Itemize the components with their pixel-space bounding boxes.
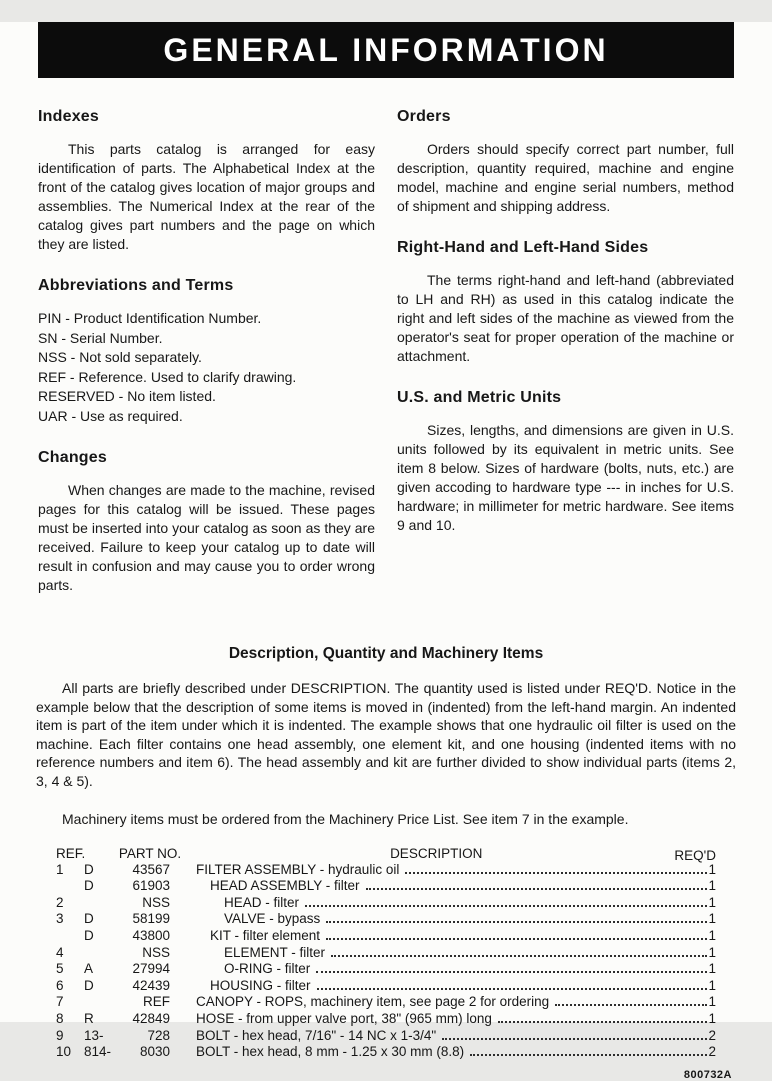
ref-cell: 6 (56, 977, 64, 993)
description-cell (196, 1028, 736, 1045)
header-ref: REF. (56, 845, 86, 861)
table-row (36, 862, 736, 879)
description-text: CANOPY - ROPS, machinery item, see page 2 for ordering (196, 994, 550, 1010)
table-row (36, 878, 736, 895)
description-cell (196, 862, 736, 879)
catalog-page (0, 22, 772, 1081)
dotted-leader (326, 921, 707, 923)
dotted-leader (498, 1021, 708, 1023)
qty-cell: 1 (708, 944, 716, 960)
form-number: 800732A (683, 1068, 732, 1081)
dotted-leader (317, 988, 708, 990)
ref-cell: 9 (56, 1027, 64, 1043)
table-row (36, 1011, 736, 1028)
section-indexes (38, 108, 375, 254)
qty-cell: 1 (708, 894, 716, 910)
qty-cell: 2 (708, 1027, 716, 1043)
machinery-note: Machinery items must be ordered from the Machinery Price List. See item 7 in the example. (62, 810, 629, 827)
dotted-leader (555, 1004, 707, 1006)
description-cell (196, 994, 736, 1011)
qty-cell: 1 (708, 1010, 716, 1026)
part-number-cell: NSS (142, 894, 170, 910)
description-cell (196, 1011, 736, 1028)
part-number-cell: 728 (147, 1027, 170, 1043)
description-text: HOUSING - filter (210, 977, 311, 993)
table-row (36, 961, 736, 978)
table-row (36, 1028, 736, 1045)
qty-cell: 1 (708, 878, 716, 894)
part-prefix-cell: D (84, 977, 94, 993)
table-row (36, 1044, 736, 1061)
table-row (36, 895, 736, 912)
table-row (36, 911, 736, 928)
description-cell (196, 945, 736, 962)
description-cell (196, 878, 736, 895)
ref-cell: 8 (56, 1010, 64, 1026)
section-units (397, 389, 734, 535)
part-prefix-cell: D (84, 878, 94, 894)
table-row (36, 945, 736, 962)
section-body-units: Sizes, lengths, and dimensions are given in U.S. units followed by its equivalent in metric units. See item 8 below. Sizes of hardware (bolts, nuts, etc.) are given accoding to hardware type --- in inches for U.S. hardware; in millimeter for metric hardware. See items 9 and 10. (397, 422, 734, 533)
description-cell (196, 911, 736, 928)
table-row (36, 928, 736, 945)
description-text: BOLT - hex head, 7/16" - 14 NC x 1-3/4" (196, 1027, 437, 1043)
qty-cell: 1 (708, 861, 716, 877)
section-abbreviations (38, 277, 375, 426)
section-body-hand-sides: The terms right-hand and left-hand (abbreviated to LH and RH) as used in this catalog indicate the right and left sides of the machine as viewed from the operator's seat for proper operation of the machine or attachment. (397, 272, 734, 364)
description-cell (196, 895, 736, 912)
qty-cell: 1 (708, 927, 716, 943)
ref-cell: 4 (56, 944, 64, 960)
section-heading-changes: Changes (38, 449, 107, 466)
header-reqd: REQ'D (674, 847, 716, 863)
qty-cell: 1 (708, 977, 716, 993)
section-heading-abbreviations: Abbreviations and Terms (38, 277, 234, 294)
description-text: HOSE - from upper valve port, 38" (965 mm) long (196, 1010, 492, 1026)
ref-cell: 10 (56, 1044, 72, 1060)
section-body-orders: Orders should specify correct part number, full description, quantity required, machine and engine model, machine and engine serial numbers, method of shipment and shipping address. (397, 141, 734, 214)
ref-cell: 1 (56, 861, 64, 877)
part-number-cell: NSS (142, 944, 170, 960)
abbreviation-item: RESERVED - No item listed. (38, 388, 216, 404)
qty-cell: 1 (708, 961, 716, 977)
qty-cell: 1 (708, 994, 716, 1010)
dotted-leader (366, 888, 708, 890)
description-section-body: All parts are briefly described under DESCRIPTION. The quantity used is listed under REQ'D. Notice in the example below that the description of some items is moved in (indented) from the left-hand margin. An indented item is part of the item under which it is indented. The example shows that one hydraulic oil filter is used on the machine. Each filter contains one head assembly, one element kit, and one housing (indented items with no reference numbers and item 6). The head assembly and kit are further divided to show individual parts (items 2, 3, 4 & 5). (36, 680, 736, 789)
description-text: BOLT - hex head, 8 mm - 1.25 x 30 mm (8.8) (196, 1044, 465, 1060)
description-text: VALVE - bypass (224, 911, 321, 927)
abbreviation-item: SN - Serial Number. (38, 329, 163, 346)
page-title: GENERAL INFORMATION (163, 31, 609, 68)
table-row (36, 978, 736, 995)
part-number-cell: 58199 (132, 911, 170, 927)
part-prefix-cell: 814- (84, 1044, 112, 1060)
part-prefix-cell: D (84, 911, 94, 927)
abbreviation-item: NSS - Not sold separately. (38, 349, 202, 365)
dotted-leader (405, 872, 707, 874)
ref-cell: 2 (56, 894, 64, 910)
dotted-leader (326, 938, 707, 940)
ref-cell: 5 (56, 961, 64, 977)
example-parts-table (36, 845, 736, 1061)
description-cell (196, 961, 736, 978)
qty-cell: 2 (708, 1044, 716, 1060)
ref-cell: 3 (56, 911, 64, 927)
part-number-cell: 43800 (132, 927, 170, 943)
part-number-cell: REF (143, 994, 170, 1010)
description-cell (196, 1044, 736, 1061)
abbreviation-list (38, 309, 375, 426)
part-prefix-cell: 13- (84, 1027, 104, 1043)
description-text: O-RING - filter (224, 961, 311, 977)
part-number-cell: 8030 (139, 1044, 170, 1060)
description-text: HEAD ASSEMBLY - filter (210, 878, 360, 894)
dotted-leader (470, 1054, 707, 1056)
section-body-indexes: This parts catalog is arranged for easy identification of parts. The Alphabetical Index at the front of the catalog gives location of major groups and assemblies. The Numerical Index at the rear of the catalog gives part numbers and the page on which they are listed. (38, 141, 375, 252)
section-body-changes: When changes are made to the machine, revised pages for this catalog will be issued. These pages must be inserted into your catalog as soon as they are received. Failure to keep your catalog up to date will result in confusion and may cause you to order wrong parts. (38, 482, 375, 593)
abbreviation-item: UAR - Use as required. (38, 407, 183, 424)
right-column (397, 108, 734, 618)
part-number-cell: 43567 (132, 861, 170, 877)
abbreviation-item: REF - Reference. Used to clarify drawing. (38, 368, 297, 385)
two-column-text (38, 108, 734, 618)
section-heading-indexes: Indexes (38, 108, 99, 125)
part-number-cell: 42849 (132, 1010, 170, 1026)
description-text: ELEMENT - filter (224, 944, 326, 960)
part-prefix-cell: R (84, 1010, 94, 1026)
description-section-heading: Description, Quantity and Machinery Items (228, 645, 544, 662)
part-number-cell: 42439 (132, 977, 170, 993)
description-cell (196, 978, 736, 995)
description-cell (196, 928, 736, 945)
section-orders (397, 108, 734, 216)
section-hand-sides (397, 239, 734, 366)
dotted-leader (316, 971, 707, 973)
dotted-leader (331, 955, 707, 957)
part-number-cell: 27994 (132, 961, 170, 977)
part-number-cell: 61903 (132, 878, 170, 894)
description-text: KIT - filter element (210, 927, 321, 943)
header-description: DESCRIPTION (390, 845, 483, 861)
left-column (38, 108, 375, 618)
description-text: HEAD - filter (224, 894, 300, 910)
page-title-banner (38, 22, 734, 78)
part-prefix-cell: A (84, 961, 94, 977)
table-row (36, 994, 736, 1011)
qty-cell: 1 (708, 911, 716, 927)
ref-cell: 7 (56, 994, 64, 1010)
section-changes (38, 449, 375, 595)
part-prefix-cell: D (84, 927, 94, 943)
abbreviation-item: PIN - Product Identification Number. (38, 310, 262, 326)
description-text: FILTER ASSEMBLY - hydraulic oil (196, 861, 400, 877)
part-prefix-cell: D (84, 861, 94, 877)
dotted-leader (442, 1038, 707, 1040)
section-heading-hand-sides: Right-Hand and Left-Hand Sides (397, 239, 649, 256)
header-part-no: PART NO. (118, 845, 182, 861)
table-header-row (36, 845, 736, 862)
dotted-leader (305, 905, 707, 907)
section-heading-units: U.S. and Metric Units (397, 389, 562, 406)
section-heading-orders: Orders (397, 108, 451, 125)
